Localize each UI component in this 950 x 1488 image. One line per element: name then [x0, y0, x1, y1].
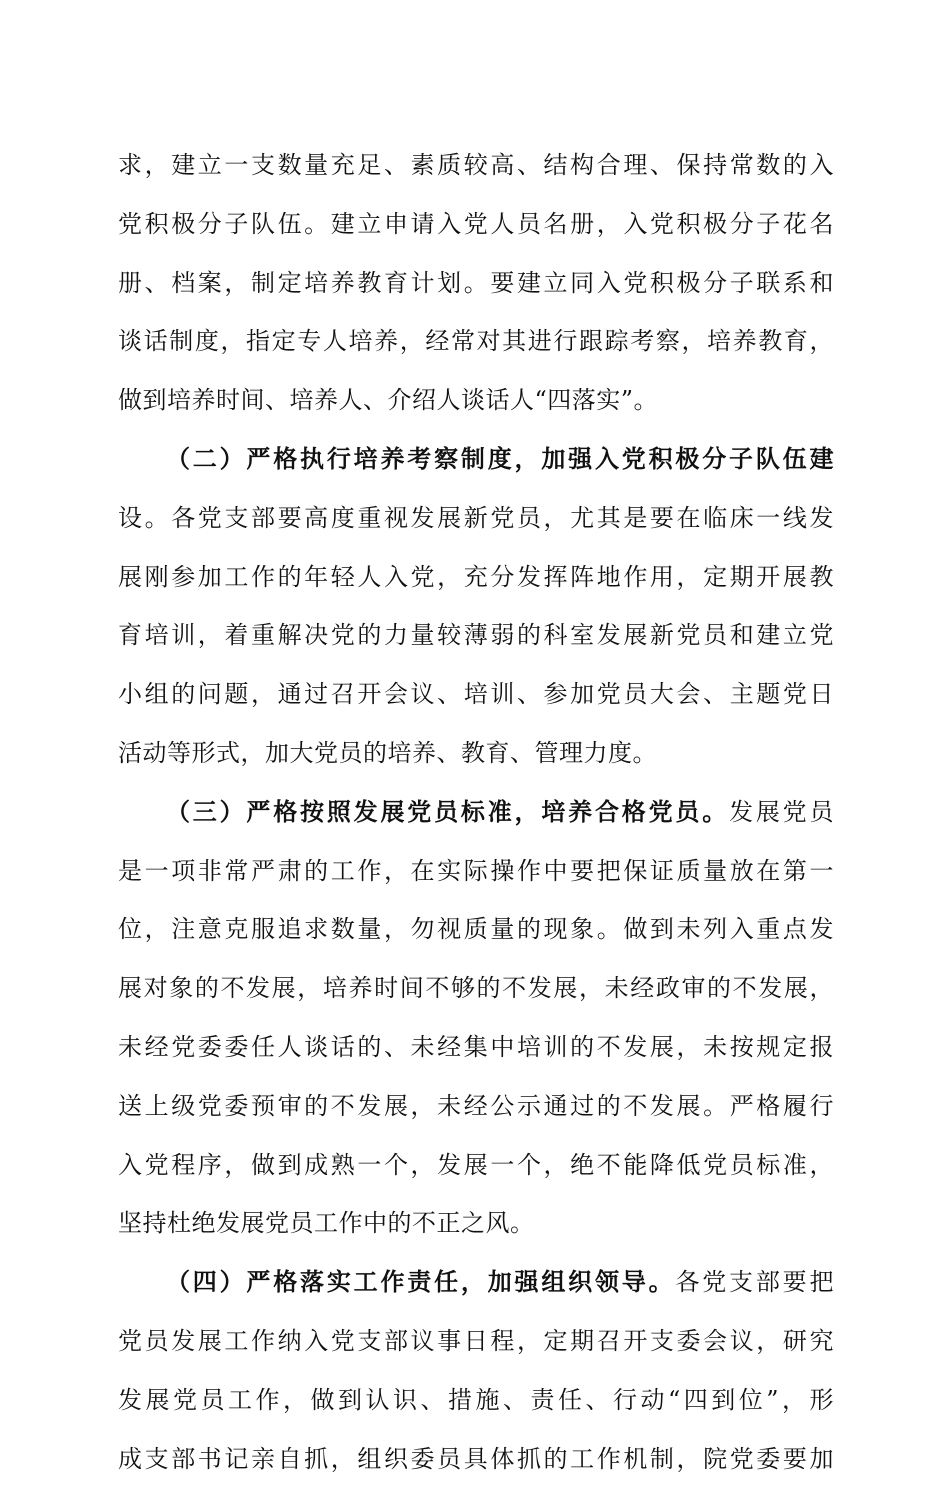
text-line: 发展党员工作，做到认识、措施、责任、行动“四到位”，形 — [118, 1385, 834, 1414]
section-heading-4: （四）严格落实工作责任，加强组织领导。 — [166, 1267, 676, 1297]
section-heading-2: （二）严格执行培养考察制度，加强入党积极分子队伍建 — [166, 443, 834, 473]
text-line: 设。各党支部要高度重视发展新党员，尤其是要在临床一线发 — [118, 503, 834, 532]
paragraph-2 — [118, 430, 834, 783]
heading-tail-text: 发展党员 — [729, 797, 834, 826]
paragraph-4 — [118, 1253, 834, 1488]
text-line: 育培训，着重解决党的力量较薄弱的科室发展新党员和建立党 — [118, 621, 834, 650]
paragraph-heading-line — [118, 1253, 834, 1312]
paragraph-3 — [118, 783, 834, 1253]
paragraph-1 — [118, 136, 834, 430]
text-line: 党员发展工作纳入党支部议事日程，定期召开支委会议，研究 — [118, 1326, 834, 1355]
text-line: 谈话制度，指定专人培养，经常对其进行跟踪考察，培养教育， — [118, 327, 834, 356]
paragraph-heading-line — [118, 783, 834, 842]
text-line: 小组的问题，通过召开会议、培训、参加党员大会、主题党日 — [118, 680, 834, 709]
text-line: 坚持杜绝发展党员工作中的不正之风。 — [118, 1209, 535, 1238]
text-line: 未经党委委任人谈话的、未经集中培训的不发展，未按规定报 — [118, 1032, 834, 1061]
text-line: 展刚参加工作的年轻人入党，充分发挥阵地作用，定期开展教 — [118, 562, 834, 591]
paragraph-heading-line — [118, 430, 834, 489]
text-line: 入党程序，做到成熟一个，发展一个，绝不能降低党员标准， — [118, 1150, 834, 1179]
text-line: 求，建立一支数量充足、素质较高、结构合理、保持常数的入 — [118, 151, 834, 179]
text-line: 活动等形式，加大党员的培养、教育、管理力度。 — [118, 738, 657, 767]
heading-tail-text: 各党支部要把 — [675, 1268, 834, 1297]
document-body — [118, 136, 834, 1488]
text-line: 做到培养时间、培养人、介绍人谈话人“四落实”。 — [118, 386, 659, 415]
text-line: 是一项非常严肃的工作，在实际操作中要把保证质量放在第一 — [118, 856, 834, 885]
section-heading-3: （三）严格按照发展党员标准，培养合格党员。 — [166, 796, 730, 826]
text-line: 展对象的不发展，培养时间不够的不发展，未经政审的不发展， — [118, 974, 834, 1003]
text-line: 成支部书记亲自抓，组织委员具体抓的工作机制，院党委要加 — [118, 1444, 834, 1473]
text-line: 册、档案，制定培养教育计划。要建立同入党积极分子联系和 — [118, 268, 834, 297]
text-line: 送上级党委预审的不发展，未经公示通过的不发展。严格履行 — [118, 1091, 834, 1120]
text-line: 位，注意克服追求数量，勿视质量的现象。做到未列入重点发 — [118, 915, 834, 944]
text-line: 党积极分子队伍。建立申请入党人员名册，入党积极分子花名 — [118, 209, 834, 238]
